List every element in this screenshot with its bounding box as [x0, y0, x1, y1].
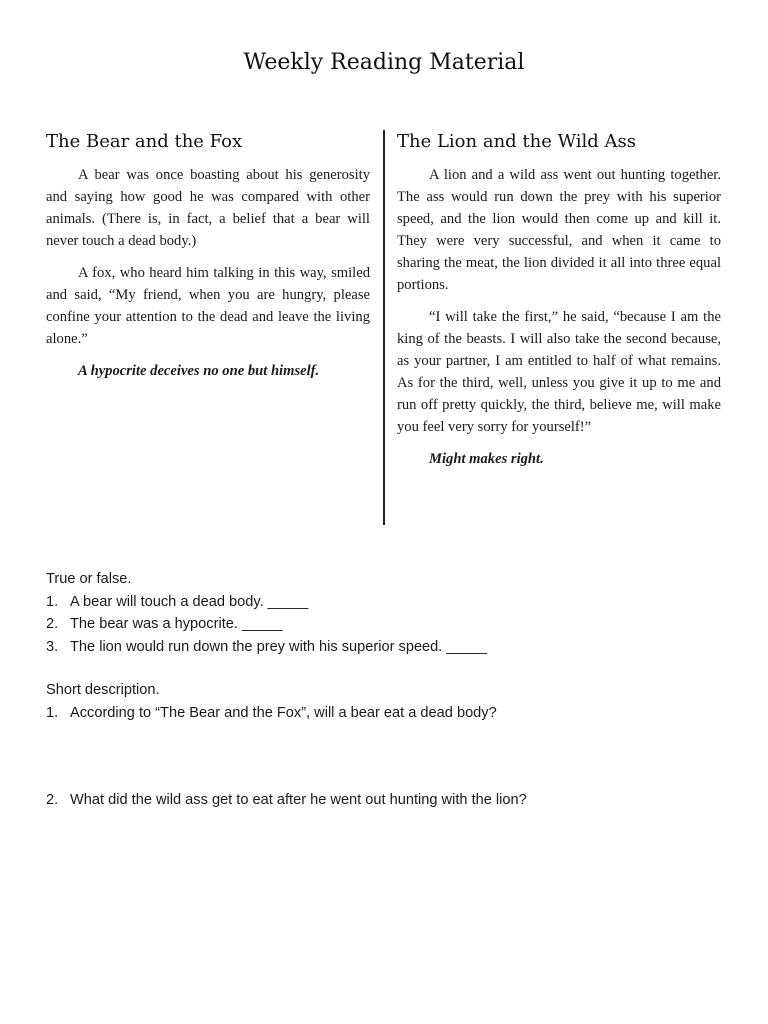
question-number: 2.: [46, 792, 59, 808]
story-paragraph: A lion and a wild ass went out hunting together. The ass would run down the prey with his superior speed, and the lion would then come up and kill it. They were very successful, and when it came to sharing the meat, the lion divided it all into three equal portions.: [397, 167, 721, 293]
page-title: Weekly Reading Material: [243, 50, 525, 75]
question-item: [46, 591, 736, 614]
story-paragraph: A fox, who heard him talking in this way, smiled and said, “My friend, when you are hungry, please confine your attention to the dead and leave the living alone.”: [46, 265, 370, 347]
question-item: [46, 702, 736, 725]
story-paragraph: A bear was once boasting about his generosity and saying how good he was compared with other animals. (There is, in fact, a belief that a bear will never touch a dead body.): [46, 167, 370, 249]
column-divider: [383, 130, 385, 525]
question-text: According to “The Bear and the Fox”, will a bear eat a dead body?: [70, 704, 497, 721]
story-heading: The Bear and the Fox: [46, 131, 243, 152]
story-heading: The Lion and the Wild Ass: [397, 131, 637, 152]
true-false-section: [46, 568, 736, 658]
question-number: 1.: [46, 704, 59, 721]
question-item: [46, 613, 736, 636]
section-heading: True or false.: [46, 571, 132, 587]
question-text: What did the wild ass get to eat after he went out hunting with the lion?: [70, 792, 527, 808]
question-number: 2.: [46, 616, 59, 632]
question-text: The bear was a hypocrite. _____: [70, 616, 283, 632]
story-lion-and-wild-ass: [397, 130, 721, 470]
question-text: A bear will touch a dead body. _____: [70, 593, 309, 610]
story-bear-and-fox: [46, 130, 370, 382]
short-description-question-2: [46, 789, 736, 812]
story-moral: Might makes right.: [429, 451, 544, 467]
section-heading: Short description.: [46, 682, 160, 698]
question-number: 3.: [46, 638, 59, 655]
short-description-section: [46, 679, 736, 724]
question-number: 1.: [46, 593, 59, 610]
question-item: [46, 636, 736, 659]
question-item: [46, 789, 736, 812]
story-paragraph: “I will take the first,” he said, “because I am the king of the beasts. I will also take the second because, as your partner, I am entitled to half of what remains. As for the third, well, unless you give it up to me and run off pretty quickly, the third, believe me, will make you feel very sorry for yourself!”: [397, 309, 721, 435]
story-moral: A hypocrite deceives no one but himself.: [78, 363, 320, 379]
question-text: The lion would run down the prey with his superior speed. _____: [70, 638, 487, 655]
